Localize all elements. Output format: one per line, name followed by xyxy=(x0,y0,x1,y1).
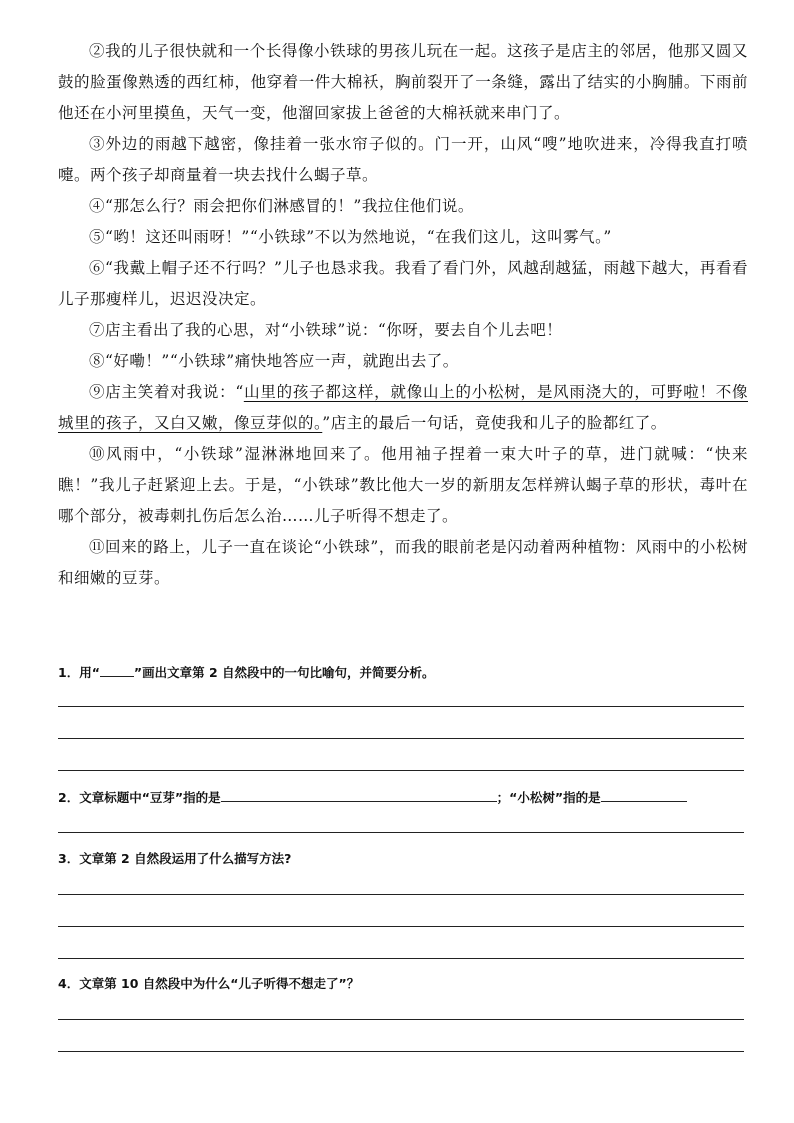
answer-line[interactable] xyxy=(58,894,744,895)
paragraph-2: ②我的儿子很快就和一个长得像小铁球的男孩儿玩在一起。这孩子是店主的邻居，他那又圆又鼓的脸蛋像熟透的西红柿，他穿着一件大棉袄，胸前裂开了一条缝，露出了结实的小胸脯。下雨前他还在小河里摸鱼，天气一变，他溜回家拔上爸爸的大棉袄就来串门了。 xyxy=(58,42,748,122)
question-3-text: 3．文章第 2 自然段运用了什么描写方法? xyxy=(58,851,292,866)
paragraph-5: ⑤“哟！这还叫雨呀！”“小铁球”不以为然地说，“在我们这儿，这叫雾气。” xyxy=(89,228,612,246)
paragraph-3: ③外边的雨越下越密，像挂着一张水帘子似的。门一开，山风“嗖”地吹进来，冷得我直打喷嚏。两个孩子却商量着一块去找什么蝎子草。 xyxy=(58,135,748,184)
paragraph-9 xyxy=(58,377,748,439)
paragraph-4: ④“那怎么行？雨会把你们淋感冒的！”我拉住他们说。 xyxy=(89,197,474,215)
answer-line[interactable] xyxy=(58,926,744,927)
question-1-text-a: 1．用“ xyxy=(58,665,100,680)
answer-blank-douya[interactable] xyxy=(221,787,497,802)
answer-blank-songshu[interactable] xyxy=(601,787,687,802)
answer-line[interactable] xyxy=(58,770,744,771)
question-3 xyxy=(58,849,744,869)
question-2-text xyxy=(58,787,744,808)
question-1-text xyxy=(58,662,744,683)
answer-line[interactable] xyxy=(58,958,744,959)
paragraph-9-tail: ”店主的最后一句话，竟使我和儿子的脸都红了。 xyxy=(322,414,667,432)
underline-mark-sample xyxy=(100,662,134,677)
question-1 xyxy=(58,662,744,683)
paragraph-8: ⑧“好嘞！”“小铁球”痛快地答应一声，就跑出去了。 xyxy=(89,352,459,370)
question-1-text-b: ”画出文章第 2 自然段中的一句比喻句，并简要分析。 xyxy=(133,665,435,680)
answer-line[interactable] xyxy=(58,706,744,707)
paragraph-7: ⑦店主看出了我的心思，对“小铁球”说：“你呀，要去自个儿去吧！ xyxy=(89,321,563,339)
answer-line[interactable] xyxy=(58,1019,744,1020)
paragraph-10: ⑩风雨中，“小铁球”湿淋淋地回来了。他用袖子捏着一束大叶子的草，进门就喊：“快来瞧！”我儿子赶紧迎上去。于是，“小铁球”教比他大一岁的新朋友怎样辨认蝎子草的形状，毒叶在哪个部分，被毒刺扎伤后怎么治……儿子听得不想走了。 xyxy=(58,445,748,525)
paragraph-9-lead: ⑨店主笑着对我说：“ xyxy=(89,383,244,401)
paragraph-6: ⑥“我戴上帽子还不行吗？”儿子也恳求我。我看了看门外，风越刮越猛，雨越下越大，再看看儿子那瘦样儿，迟迟没决定。 xyxy=(58,259,748,308)
question-4 xyxy=(58,974,744,994)
question-2 xyxy=(58,787,744,808)
answer-line[interactable] xyxy=(58,1051,744,1052)
reading-passage xyxy=(58,36,748,594)
question-4-text: 4．文章第 10 自然段中为什么“儿子听得不想走了”？ xyxy=(58,976,360,991)
question-2-text-b: ；“小松树”指的是 xyxy=(496,790,601,805)
question-2-text-a: 2．文章标题中“豆芽”指的是 xyxy=(58,790,221,805)
underlined-simile: 山里的孩子都这样，就像山上的小松树，是风雨浇大的，可野啦！不像城里的孩子，又白又嫩，像豆芽似的。 xyxy=(58,383,748,432)
paragraph-11: ⑪回来的路上，儿子一直在谈论“小铁球”，而我的眼前老是闪动着两种植物：风雨中的小松树和细嫩的豆芽。 xyxy=(58,538,748,587)
answer-line[interactable] xyxy=(58,738,744,739)
answer-line[interactable] xyxy=(58,832,744,833)
